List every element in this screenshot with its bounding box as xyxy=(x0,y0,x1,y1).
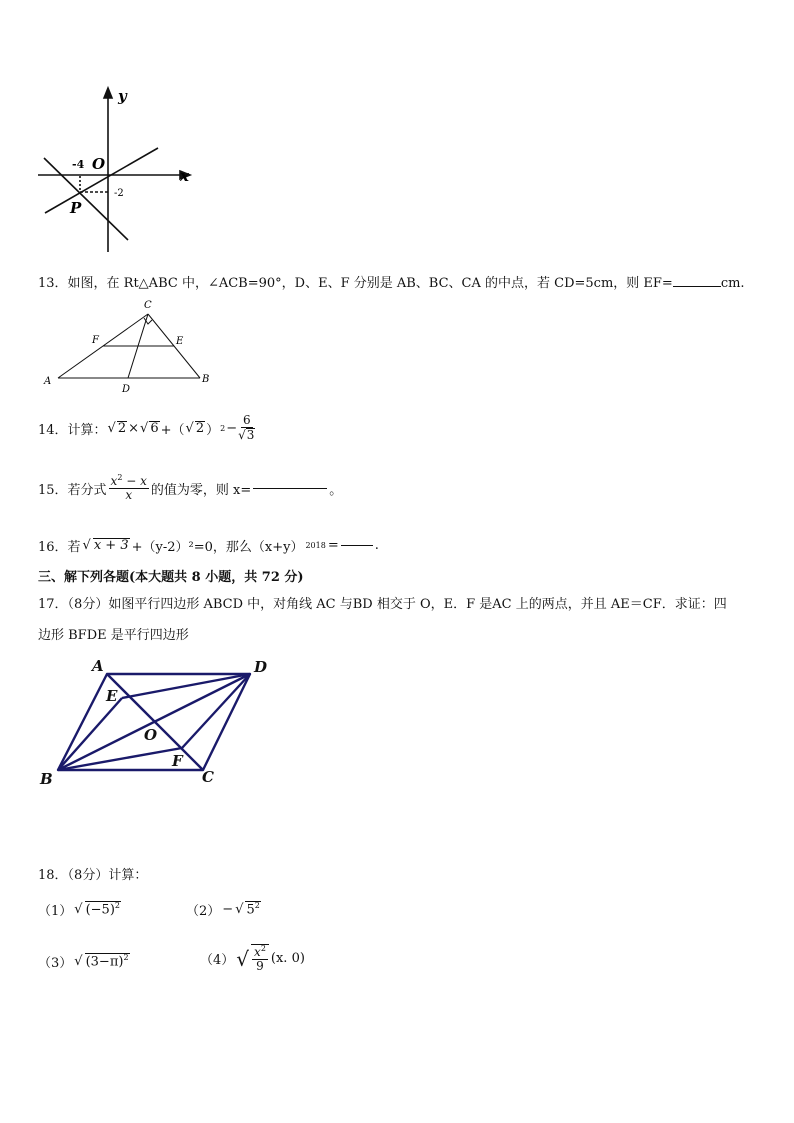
q18-title: 18．（8分）计算： xyxy=(38,868,148,883)
q18-p2-sup: 2 xyxy=(254,901,260,911)
neg2-label: -2 xyxy=(114,188,124,199)
label-d: D xyxy=(122,384,131,395)
q13-answer-blank[interactable] xyxy=(673,286,721,287)
label-b: B xyxy=(202,374,210,385)
q14-numerator: 6 xyxy=(242,413,251,427)
q18-part-1: （1） √ $(-5)^2$ xyxy=(38,901,120,919)
diagonal-bd xyxy=(58,674,250,770)
q16-radicand: x + 3 xyxy=(93,537,129,553)
q18-p2-minus: − xyxy=(222,902,234,917)
label-e: E xyxy=(106,687,118,705)
q14-minus: − xyxy=(226,420,238,436)
q18-p1-radicand: (−5) xyxy=(85,902,115,918)
label-d: D xyxy=(254,658,268,676)
q14-prefix: 14．计算： xyxy=(38,422,107,438)
y-axis-arrow xyxy=(104,88,112,98)
q16-eq: = xyxy=(327,538,339,553)
q15-num-rest: − x xyxy=(122,474,147,488)
q18-p2-radicand: 5 xyxy=(246,902,255,918)
q18-p1-sup: 2 xyxy=(114,901,120,911)
question-13 xyxy=(38,272,745,291)
q14-times: × xyxy=(128,420,140,436)
q18-p2-label: （2） xyxy=(186,904,221,919)
q15-fraction xyxy=(109,474,149,502)
label-f: F xyxy=(92,335,99,346)
q14-denominator: 3 xyxy=(246,428,255,443)
question-16: 16．若 √ x + 3 +（y-2）²=0，那么（x+y） 2018 = . xyxy=(38,537,379,555)
q18-p4-tail: (x. 0) xyxy=(270,951,305,967)
q15-suffix: 的值为零，则 x= xyxy=(150,482,252,498)
q18-p3-label: （3） xyxy=(38,956,73,971)
coordinate-graph xyxy=(30,80,200,260)
label-a: A xyxy=(92,657,104,675)
x-axis-label: x xyxy=(180,167,189,185)
q18-p4-num: x xyxy=(254,945,261,959)
q14-close: ） xyxy=(206,422,220,438)
q15-num-sup: 2 xyxy=(117,473,123,482)
q15-answer-blank[interactable] xyxy=(253,488,327,489)
q16-end: . xyxy=(374,538,379,553)
parallelogram-figure xyxy=(30,652,280,792)
q18-p4-num-sup: 2 xyxy=(260,944,266,953)
label-o: O xyxy=(144,726,158,744)
triangle-figure xyxy=(38,296,218,396)
q18-p4-den: 9 xyxy=(256,959,264,974)
label-c: C xyxy=(144,300,152,311)
q14-square: 2 xyxy=(220,423,226,433)
q17-line-1: 17．（8分）如图平行四边形 ABCD 中，对角线 AC 与BD 相交于 O，E．F 是AC 上的两点，并且 AE＝CF．求证：四 xyxy=(38,597,727,612)
line-one xyxy=(44,158,128,240)
q15-prefix: 15．若分式 xyxy=(38,482,107,498)
q18-p1-label: （1） xyxy=(38,904,73,919)
q18-part-3: （3） √ $(3-\pi)^2$ xyxy=(38,953,129,971)
point-p-label: P xyxy=(70,199,82,217)
y-axis-label: y xyxy=(118,87,127,105)
label-f: F xyxy=(172,752,183,770)
q13-unit: cm. xyxy=(720,276,745,291)
q18-p4-label: （4） xyxy=(200,953,235,969)
q15-end: 。 xyxy=(329,482,343,498)
q18-p3-sup: 2 xyxy=(123,953,129,963)
q18-p4-fraction xyxy=(251,944,269,973)
q17-line-2: 边形 BFDE 是平行四边形 xyxy=(38,628,189,643)
q18-part-2: （2） − √ $5^2$ xyxy=(186,901,260,919)
q14-radicand-6: 6 xyxy=(150,420,159,436)
label-b: B xyxy=(40,770,53,788)
q13-text: 13．如图，在 Rt△ABC 中，∠ACB=90°，D、E、F 分别是 AB、BC、CA 的中点，若 CD=5cm，则 EF= xyxy=(38,276,673,291)
neg4-label: -4 xyxy=(72,158,85,171)
q16-mid: +（y-2）²=0，那么（x+y） xyxy=(131,540,304,555)
q15-denominator: x xyxy=(125,488,133,503)
question-14: 14．计算： √ 2 × √ 6 +（ √ 2 ） 2 − $\frac{6}{√3}$ xyxy=(38,413,255,443)
origin-label: O xyxy=(92,155,106,173)
q14-radicand-2b: 2 xyxy=(195,420,205,436)
q14-plus: +（ xyxy=(160,422,185,438)
segment-bf xyxy=(58,748,182,770)
q18-part-4: （4） √ $\frac{x^2}{9}$ (x. 0) xyxy=(200,944,305,974)
q15-num-x: x xyxy=(110,474,118,488)
q16-answer-blank[interactable] xyxy=(341,545,373,546)
section-3-heading: 三、解下列各题(本大题共 8 小题，共 72 分) xyxy=(38,570,304,585)
label-c: C xyxy=(202,768,214,786)
q18-p3-radicand: (3−π) xyxy=(85,954,124,970)
q14-radicand-2: 2 xyxy=(117,420,127,436)
q16-prefix: 16．若 xyxy=(38,540,81,555)
q16-exponent: 2018 xyxy=(305,541,326,550)
label-e: E xyxy=(176,336,184,347)
q14-fraction: $\frac{6}{√3}$ xyxy=(238,413,255,443)
label-a: A xyxy=(44,376,52,387)
question-15 xyxy=(38,474,342,502)
